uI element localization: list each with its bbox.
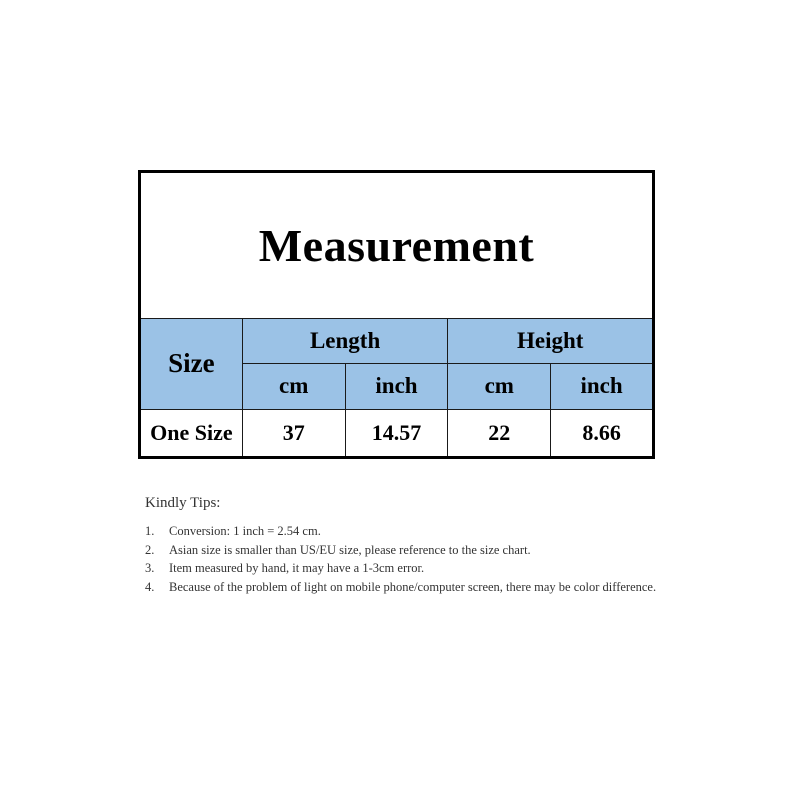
list-item [145, 578, 705, 597]
height-inch-header: inch [551, 364, 654, 409]
length-inch-header: inch [345, 364, 448, 409]
size-column-header: Size [140, 319, 243, 410]
list-item [145, 559, 705, 578]
list-item [145, 522, 705, 541]
list-item-number: 1. [145, 524, 155, 538]
list-item-text: Item measured by hand, it may have a 1-3cm error. [169, 561, 425, 575]
measurement-table [138, 170, 655, 459]
tips-heading: Kindly Tips: [145, 495, 221, 511]
tips-list [145, 522, 705, 596]
length-inch-value: 14.57 [345, 409, 448, 457]
length-cm-header: cm [242, 364, 345, 409]
length-group-header: Length [242, 319, 448, 364]
list-item-text: Because of the problem of light on mobile phone/computer screen, there may be color difference. [169, 579, 657, 594]
list-item-text: Conversion: 1 inch = 2.54 cm. [169, 524, 321, 538]
list-item-number: 2. [145, 542, 155, 557]
list-item-number: 3. [145, 561, 155, 575]
tips-section [145, 495, 705, 596]
list-item [145, 541, 705, 560]
height-cm-header: cm [448, 364, 551, 409]
height-group-header: Height [448, 319, 654, 364]
size-value: One Size [140, 409, 243, 457]
list-item-number: 4. [145, 579, 155, 594]
height-inch-value: 8.66 [551, 409, 654, 457]
height-cm-value: 22 [448, 409, 551, 457]
length-cm-value: 37 [242, 409, 345, 457]
list-item-text: Asian size is smaller than US/EU size, please reference to the size chart. [169, 542, 531, 557]
table-title: Measurement [140, 172, 654, 319]
table-row [140, 409, 654, 457]
